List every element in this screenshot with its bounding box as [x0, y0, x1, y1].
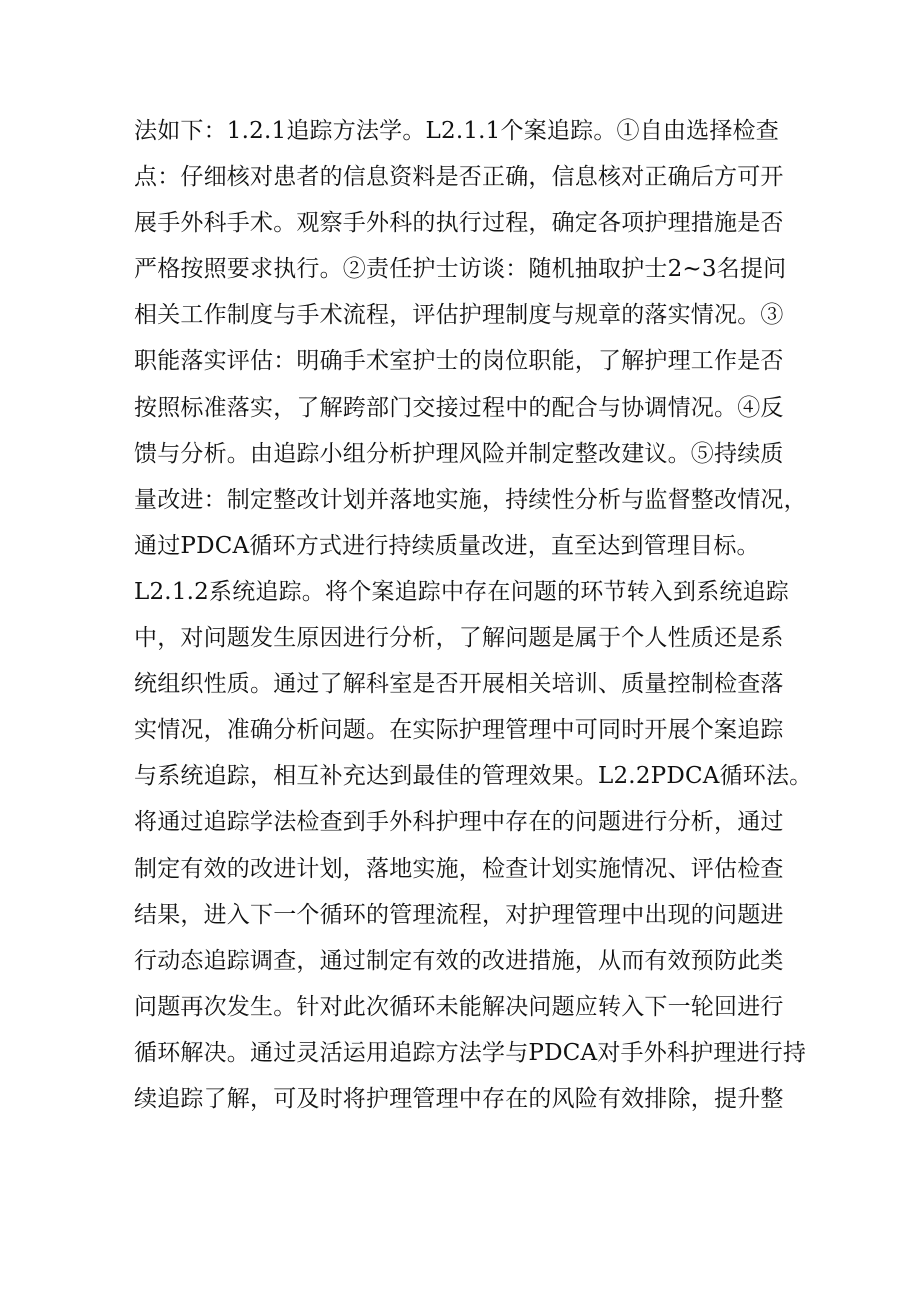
text-line: 将通过追踪学法检查到手外科护理中存在的问题进行分析，通过: [134, 809, 784, 836]
text-line: 统组织性质。通过了解科室是否开展相关培训、质量控制检查落: [134, 671, 784, 698]
text-line: 量改进：制定整改计划并落地实施，持续性分析与监督整改情况，: [134, 486, 807, 513]
text-line: 相关工作制度与手术流程，评估护理制度与规章的落实情况。③: [134, 302, 784, 329]
text-line: 制定有效的改进计划，落地实施，检查计划实施情况、评估检查: [134, 855, 784, 882]
text-line: 法如下：1.2.1追踪方法学。L2.1.1个案追踪。①自由选择检查: [134, 118, 779, 144]
text-line: 问题再次发生。针对此次循环未能解决问题应转入下一轮回进行: [134, 993, 784, 1020]
text-line: 严格按照要求执行。②责任护士访谈：随机抽取护士2~3名提问: [134, 256, 787, 283]
text-line: 点：仔细核对患者的信息资料是否正确，信息核对正确后方可开: [134, 164, 784, 191]
body-text: [134, 108, 814, 1122]
text-line: 中，对问题发生原因进行分析，了解问题是属于个人性质还是系: [134, 625, 784, 652]
text-line: 馈与分析。由追踪小组分析护理风险并制定整改建议。⑤持续质: [134, 440, 784, 467]
text-line: 与系统追踪，相互补充达到最佳的管理效果。L2.2PDCA循环法。: [134, 763, 813, 790]
text-line: 行动态追踪调查，通过制定有效的改进措施，从而有效预防此类: [134, 947, 784, 974]
text-line: L2.1.2系统追踪。将个案追踪中存在问题的环节转入到系统追踪: [134, 578, 789, 605]
text-line: 按照标准落实，了解跨部门交接过程中的配合与协调情况。④反: [134, 394, 784, 421]
text-line: 实情况，准确分析问题。在实际护理管理中可同时开展个案追踪: [134, 717, 784, 744]
text-line: 展手外科手术。观察手外科的执行过程，确定各项护理措施是否: [134, 210, 784, 237]
text-line: 职能落实评估：明确手术室护士的岗位职能，了解护理工作是否: [134, 348, 784, 375]
text-line: 续追踪了解，可及时将护理管理中存在的风险有效排除，提升整: [134, 1085, 784, 1112]
text-line: 循环解决。通过灵活运用追踪方法学与PDCA对手外科护理进行持: [134, 1039, 807, 1066]
text-line: 通过PDCA循环方式进行持续质量改进，直至达到管理目标。: [134, 532, 760, 559]
text-line: 结果，进入下一个循环的管理流程，对护理管理中出现的问题进: [134, 901, 784, 928]
